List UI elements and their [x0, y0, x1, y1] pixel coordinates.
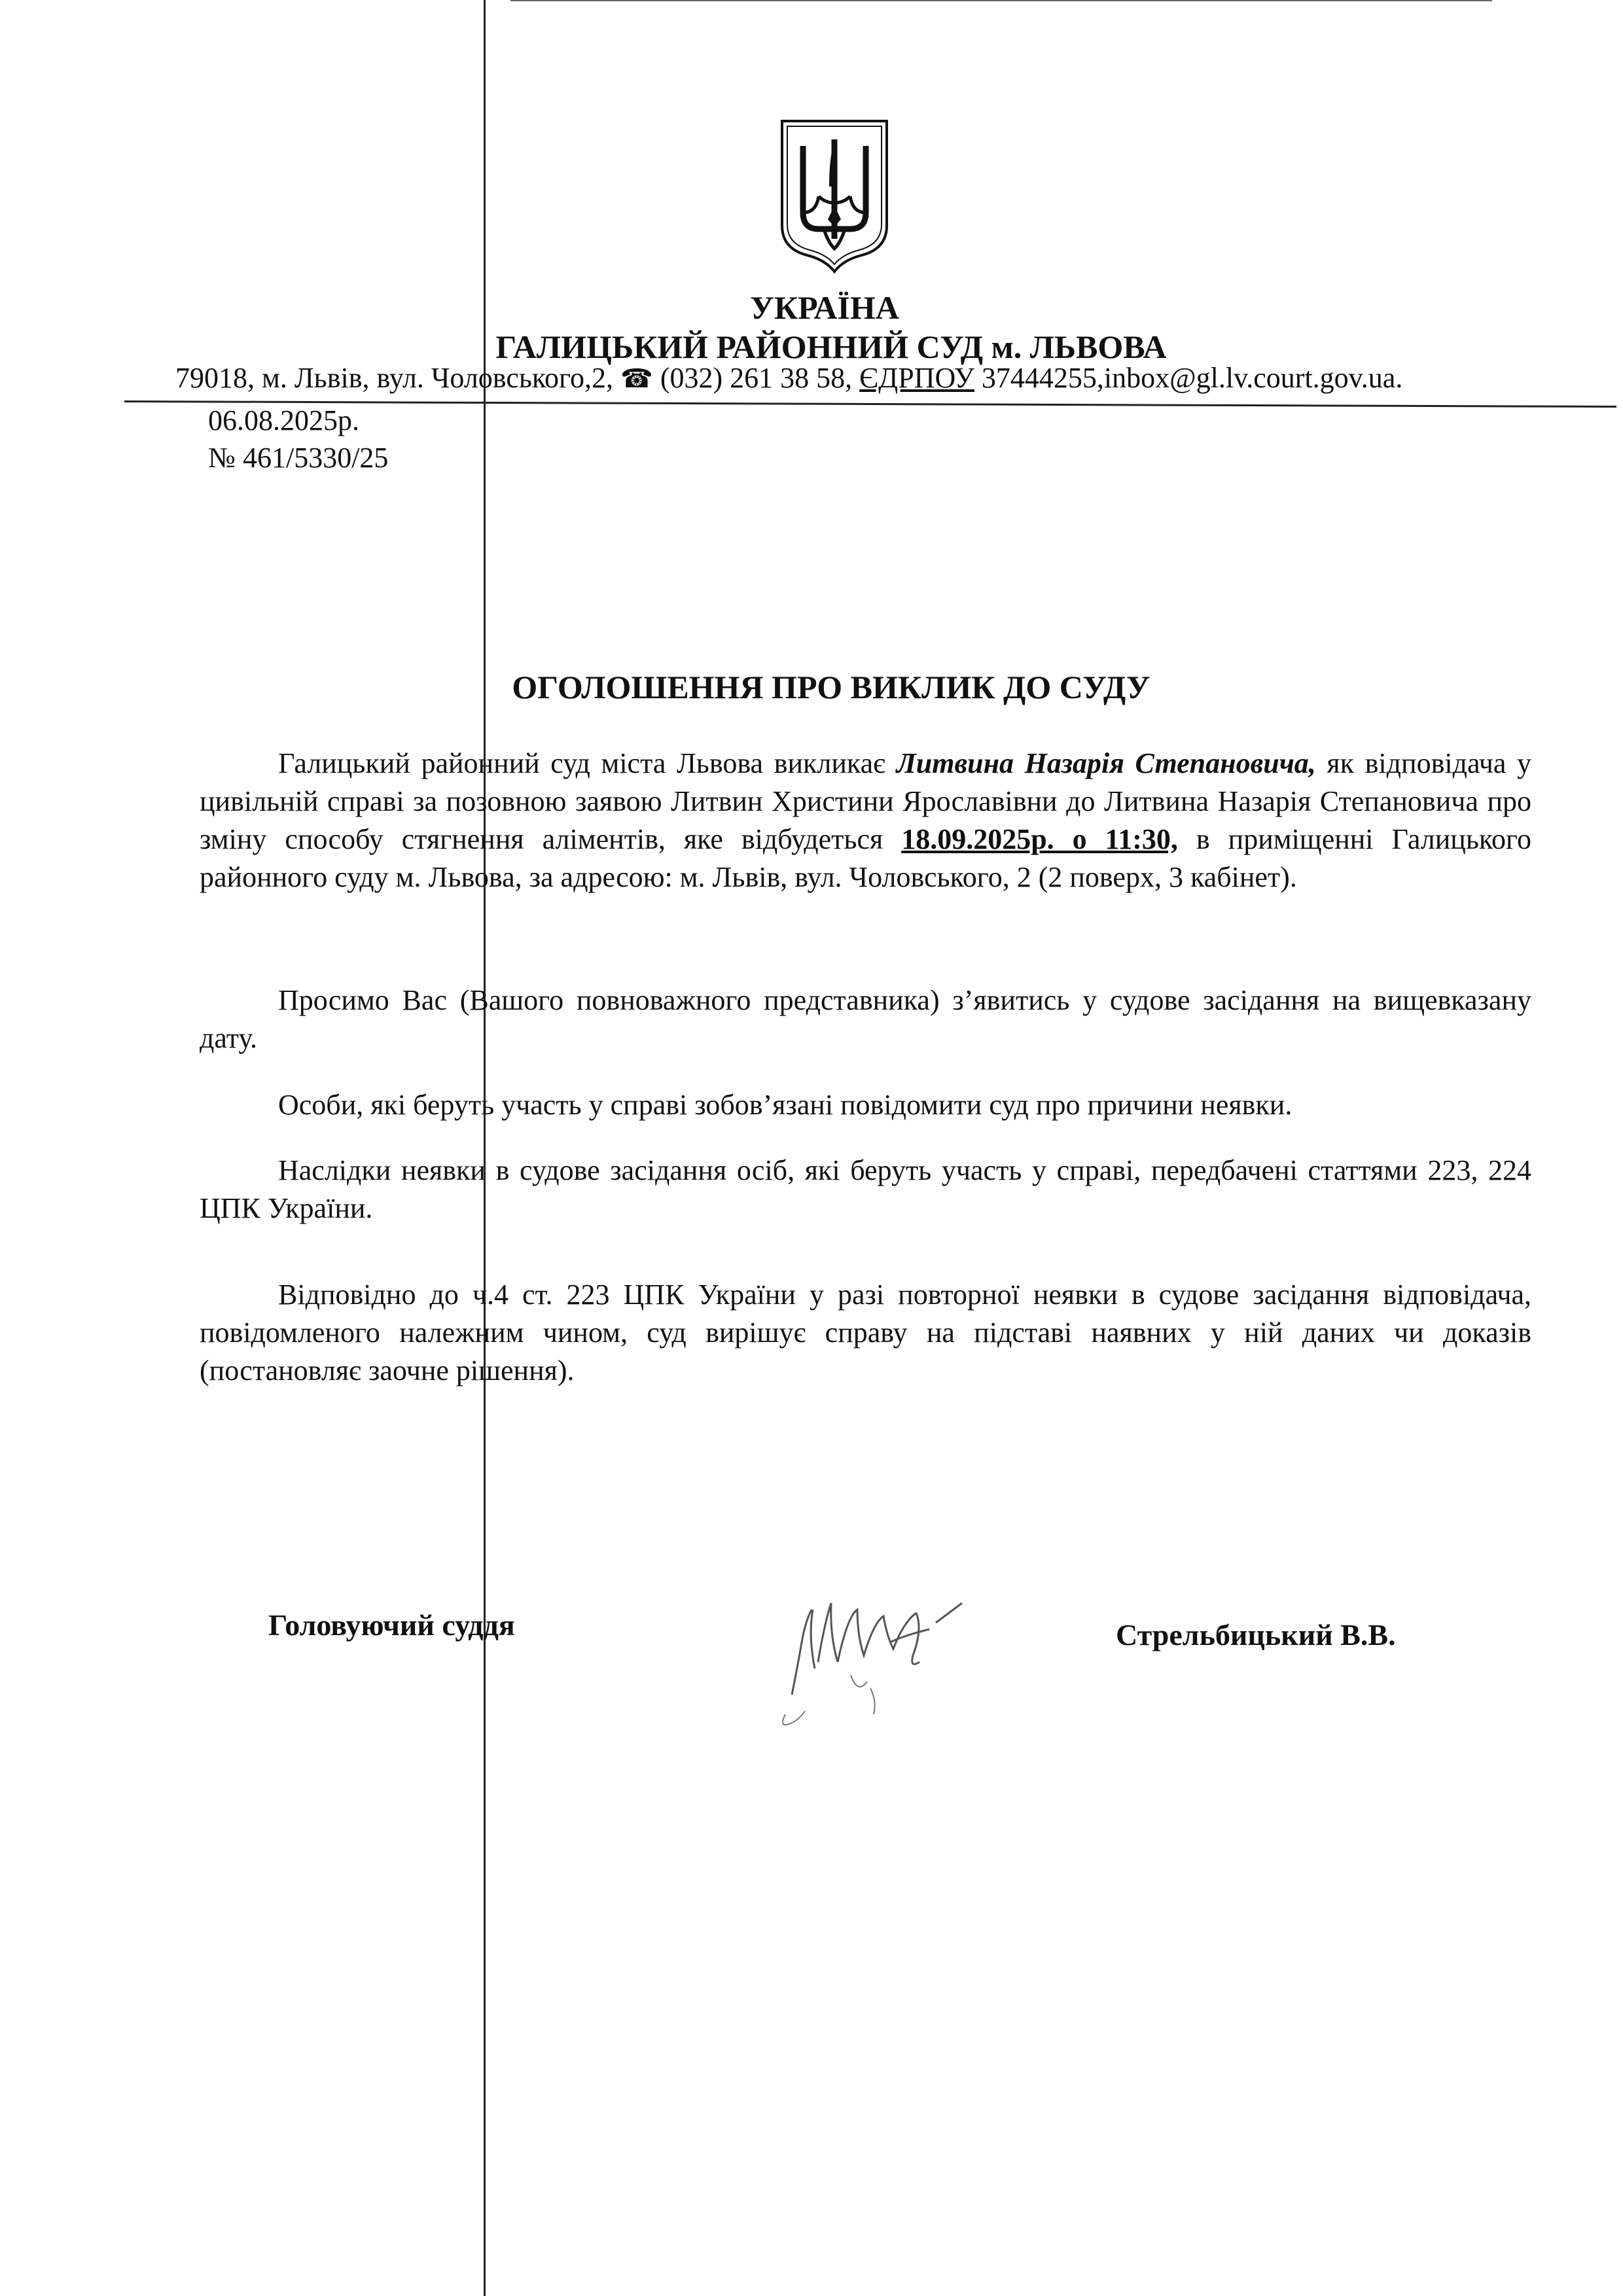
- edrpou-label: ЄДРПОУ: [859, 362, 974, 394]
- court-address-line: [175, 360, 1615, 397]
- paragraph-default-judgment: Відповідно до ч.4 ст. 223 ЦПК України у разі повторної неявки в судове засідання відповідача, повідомленого належним чином, суд вирішує справу на підставі наявних у ній даних чи доказів (постановляє заочне рішення).: [200, 1279, 1531, 1386]
- court-name: ГАЛИЦЬКИЙ РАЙОННИЙ СУД м. ЛЬВОВА: [495, 328, 1167, 365]
- scan-artifact-top-line: [510, 0, 1492, 1]
- paragraph-request: Просимо Вас (Вашого повноважного представника) з’явитись у судове засідання на вищевказану дату.: [200, 984, 1531, 1054]
- country-name: УКРАЇНА: [750, 289, 899, 326]
- summons-text-middle: як відповідача у цивільній справі за позовною заявою Литвин Христини Ярославівни до Литвина Назарія Степановича про зміну способу стягнення аліментів, яке відбудеться: [200, 747, 1531, 855]
- hearing-datetime: 18.09.2025р. о 11:30,: [901, 823, 1178, 855]
- defendant-name: Литвина Назарія Степановича,: [896, 747, 1316, 779]
- summons-text-start: Галицький районний суд міста Львова викликає: [278, 747, 897, 779]
- signatory-role: Головуючий суддя: [268, 1608, 515, 1642]
- paragraph-summons: [200, 745, 1531, 896]
- handwritten-signature-icon: [753, 1564, 988, 1734]
- edrpou-and-email: 37444255,inbox@gl.lv.court.gov.ua.: [981, 362, 1403, 394]
- address-text: 79018, м. Львів, вул. Чоловського,2,: [175, 362, 614, 394]
- paragraph-obligation: Особи, які беруть участь у справі зобов’язані повідомити суд про причини неявки.: [278, 1089, 1293, 1121]
- document-date: 06.08.2025р.: [208, 404, 359, 436]
- trident-coat-of-arms-icon: [776, 115, 893, 275]
- telephone-icon: ☎: [620, 364, 653, 393]
- summons-text-end: в приміщенні Галицького районного суду м. Львова, за адресою: м. Львів, вул. Чоловського, 2 (2 поверх, 3 кабінет).: [200, 823, 1531, 893]
- judge-name: Стрельбицький В.В.: [1116, 1618, 1396, 1651]
- phone-number: (032) 261 38 58,: [660, 362, 853, 394]
- paragraph-consequences: Наслідки неявки в судове засідання осіб, які беруть участь у справі, передбачені статтями 223, 224 ЦПК України.: [200, 1154, 1531, 1224]
- document-title: ОГОЛОШЕННЯ ПРО ВИКЛИК ДО СУДУ: [512, 669, 1150, 705]
- case-number: № 461/5330/25: [208, 442, 389, 474]
